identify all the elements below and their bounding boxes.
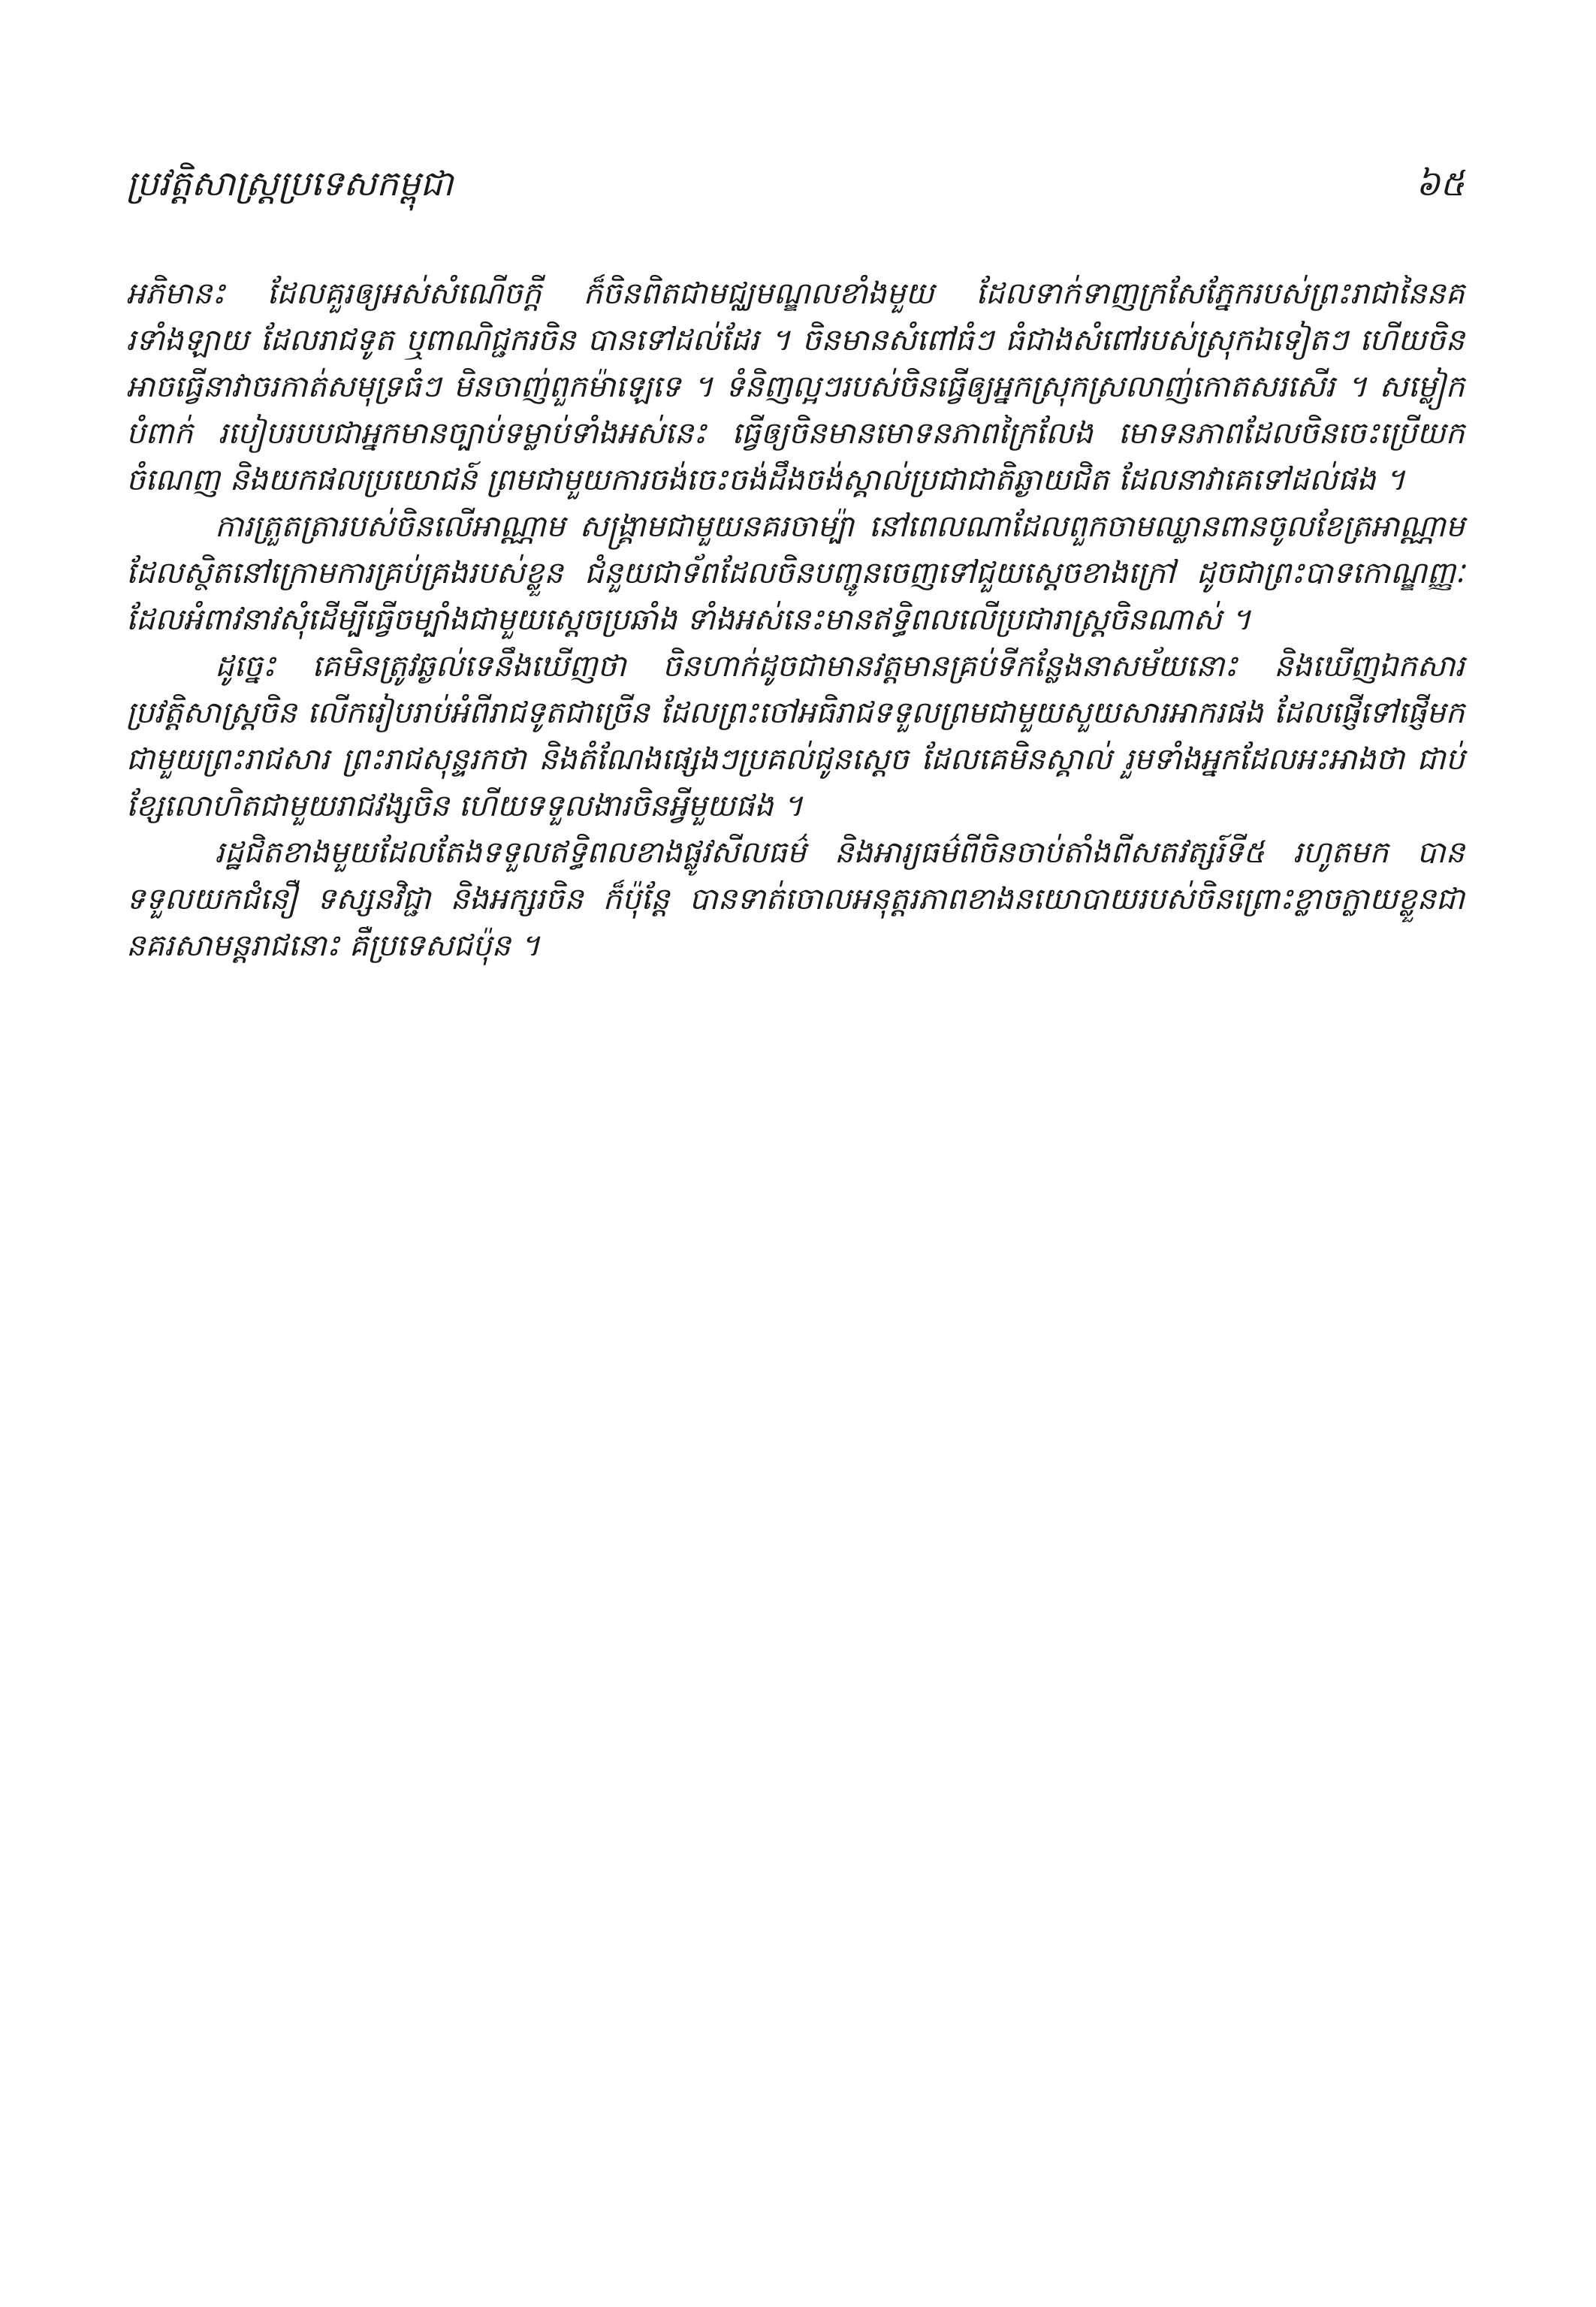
body-text [126,270,1465,969]
page-header [126,153,1465,213]
paragraph-1: អភិមានះ ដែលគួរឲ្យអស់សំណើចក្តី ក៏ចិនពិតជាមជ្ឈមណ្ឌលខាំងមួយ ដែលទាក់ទាញក្រសែភ្នែករបស់ព្រះរាជានៃនគរទាំងឡាយ ដែលរាជទូត ឬពាណិជ្ជករចិន បានទៅដល់ដែរ ។ ចិនមានសំពៅធំៗ ធំជាងសំពៅរបស់ស្រុកឯទៀតៗ ហើយចិនអាចធ្វើនាវាចរកាត់សមុទ្រធំៗ មិនចាញ់ពួកម៉ាឡេទេ ។ ទំនិញល្អៗរបស់ចិនធ្វើឲ្យអ្នកស្រុកស្រលាញ់កោតសរសើរ ។ សម្លៀកបំពាក់ របៀបរបបជាអ្នកមានច្បាប់ទម្លាប់ទាំងអស់នេះ ធ្វើឲ្យចិនមានមោទនភាពក្រៃលែង មោទនភាពដែលចិនចេះប្រើយកចំណេញ និងយកផលប្រយោជន៍ ព្រមជាមួយការចង់ចេះចង់ដឹងចង់ស្គាល់ប្រជាជាតិឆ្ងាយជិត ដែលនាវាគេទៅដល់ផង ។ [126,276,1465,497]
page-number: ៦៥ [1415,163,1465,204]
paragraph-2: ការត្រួតត្រារបស់ចិនលើអាណ្ណាម សង្គ្រាមជាមួយនគរចាម្ប៉ា នៅពេលណាដែលពួកចាមឈ្លានពានចូលខែត្រអាណ្ណាម ដែលស្ថិតនៅក្រោមការគ្រប់គ្រងរបស់ខ្លួន ជំនួយជាទ័ពដែលចិនបញ្ជូនចេញទៅជួយស្តេចខាងក្រៅ ដូចជាព្រះបាទកោណ្ឌញ្ញៈ ដែលអំពាវនាវសុំដើម្បីធ្វើចម្បាំងជាមួយស្តេចប្រឆាំង ទាំងអស់នេះមានឥទ្ធិពលលើប្រជារាស្ត្រចិនណាស់ ។ [126,509,1465,637]
paragraph-3: ដូច្នេះ គេមិនត្រូវឆ្ងល់ទេនឹងឃើញថា ចិនហាក់ដូចជាមានវត្តមានគ្រប់ទីកន្លែងនាសម័យនោះ និងឃើញឯកសារប្រវត្តិសាស្ត្រចិន លើករៀបរាប់អំពីរាជទូតជាច្រើន ដែលព្រះចៅអធិរាជទទួលព្រមជាមួយសួយសារអាករផង ដែលផ្ញើទៅផ្ញើមកជាមួយព្រះរាជសារ ព្រះរាជសុន្ទរកថា និងតំណែងផ្សេងៗប្រគល់ជូនស្តេច ដែលគេមិនស្គាល់ រួមទាំងអ្នកដែលអះអាងថា ជាប់ខ្សែលោហិតជាមួយរាជវង្សចិន ហើយទទួលងារចិនអ្វីមួយផង ។ [126,649,1465,823]
running-title: ប្រវត្តិសាស្ត្រប្រទេសកម្ពុជា [126,163,454,204]
paragraph-4: រដ្ឋជិតខាងមួយដែលតែងទទួលឥទ្ធិពលខាងផ្លូវសីលធម៌ និងអារ្យធម៌ពីចិនចាប់តាំងពីសតវត្សរ៍ទី៥ រហូតមក បានទទួលយកជំនឿ ទស្សនវិជ្ជា និងអក្សរចិន ក៏ប៉ុន្តែ បានទាត់ចោលអនុត្តរភាពខាងនយោបាយរបស់ចិនព្រោះខ្លាចក្លាយខ្លួនជានគរសាមន្តរាជនោះ គឺប្រទេសជប៉ុន ។ [126,835,1465,963]
